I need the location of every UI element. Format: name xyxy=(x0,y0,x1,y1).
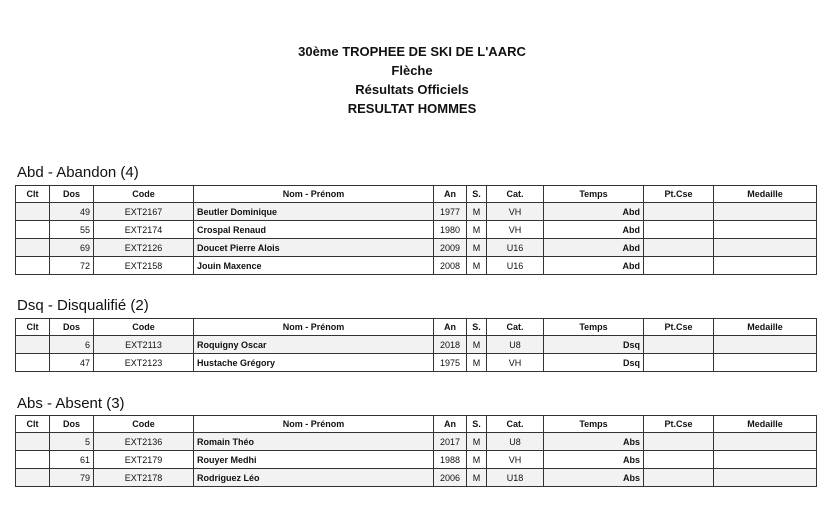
column-header-code: Code xyxy=(94,416,194,433)
cell-code: EXT2178 xyxy=(94,469,194,487)
cell-category: VH xyxy=(487,451,544,469)
cell-sex: M xyxy=(467,469,487,487)
cell-clt xyxy=(16,451,50,469)
column-header-name: Nom - Prénom xyxy=(194,416,434,433)
cell-points xyxy=(644,433,714,451)
table-row xyxy=(16,203,817,221)
cell-medal xyxy=(714,433,817,451)
event-title: 30ème TROPHEE DE SKI DE L'AARC xyxy=(298,44,526,59)
cell-year: 1977 xyxy=(434,203,467,221)
cell-time: Abd xyxy=(544,239,644,257)
table-header-row xyxy=(16,186,817,203)
table-row xyxy=(16,221,817,239)
table-row xyxy=(16,354,817,372)
cell-code: EXT2113 xyxy=(94,336,194,354)
cell-category: VH xyxy=(487,221,544,239)
cell-name: Jouin Maxence xyxy=(194,257,434,275)
cell-time: Abs xyxy=(544,451,644,469)
column-header-medal: Medaille xyxy=(714,416,817,433)
column-header-points: Pt.Cse xyxy=(644,416,714,433)
cell-year: 2006 xyxy=(434,469,467,487)
cell-code: EXT2179 xyxy=(94,451,194,469)
cell-year: 1975 xyxy=(434,354,467,372)
cell-year: 2017 xyxy=(434,433,467,451)
cell-sex: M xyxy=(467,451,487,469)
column-header-name: Nom - Prénom xyxy=(194,186,434,203)
cell-points xyxy=(644,336,714,354)
column-header-sex: S. xyxy=(467,319,487,336)
column-header-clt: Clt xyxy=(16,319,50,336)
cell-name: Roquigny Oscar xyxy=(194,336,434,354)
column-header-dos: Dos xyxy=(50,416,94,433)
cell-category: U16 xyxy=(487,257,544,275)
table-row xyxy=(16,257,817,275)
cell-code: EXT2136 xyxy=(94,433,194,451)
results-table xyxy=(15,318,817,372)
column-header-category: Cat. xyxy=(487,416,544,433)
cell-points xyxy=(644,221,714,239)
cell-time: Abd xyxy=(544,203,644,221)
column-header-points: Pt.Cse xyxy=(644,186,714,203)
column-header-clt: Clt xyxy=(16,416,50,433)
cell-points xyxy=(644,451,714,469)
section-title: Abd - Abandon (4) xyxy=(17,164,139,181)
cell-dos: 47 xyxy=(50,354,94,372)
results-category: RESULTAT HOMMES xyxy=(347,101,477,116)
cell-points xyxy=(644,203,714,221)
table-row xyxy=(16,336,817,354)
cell-code: EXT2174 xyxy=(94,221,194,239)
column-header-dos: Dos xyxy=(50,186,94,203)
table-header-row xyxy=(16,416,817,433)
cell-clt xyxy=(16,469,50,487)
cell-medal xyxy=(714,336,817,354)
column-header-clt: Clt xyxy=(16,186,50,203)
table-row xyxy=(16,451,817,469)
cell-name: Romain Théo xyxy=(194,433,434,451)
column-header-medal: Medaille xyxy=(714,319,817,336)
table-row xyxy=(16,469,817,487)
section-title: Abs - Absent (3) xyxy=(17,395,125,412)
cell-dos: 79 xyxy=(50,469,94,487)
cell-category: U18 xyxy=(487,469,544,487)
cell-dos: 55 xyxy=(50,221,94,239)
cell-points xyxy=(644,257,714,275)
cell-year: 1988 xyxy=(434,451,467,469)
cell-clt xyxy=(16,433,50,451)
column-header-year: An xyxy=(434,319,467,336)
table-header-row xyxy=(16,319,817,336)
column-header-dos: Dos xyxy=(50,319,94,336)
results-table xyxy=(15,185,817,275)
cell-medal xyxy=(714,354,817,372)
cell-dos: 61 xyxy=(50,451,94,469)
results-table xyxy=(15,415,817,487)
column-header-time: Temps xyxy=(544,416,644,433)
cell-dos: 49 xyxy=(50,203,94,221)
cell-time: Dsq xyxy=(544,354,644,372)
cell-sex: M xyxy=(467,239,487,257)
cell-code: EXT2158 xyxy=(94,257,194,275)
cell-time: Abd xyxy=(544,221,644,239)
column-header-name: Nom - Prénom xyxy=(194,319,434,336)
cell-name: Hustache Grégory xyxy=(194,354,434,372)
cell-category: U16 xyxy=(487,239,544,257)
cell-name: Beutler Dominique xyxy=(194,203,434,221)
cell-category: U8 xyxy=(487,336,544,354)
cell-name: Doucet Pierre Alois xyxy=(194,239,434,257)
column-header-category: Cat. xyxy=(487,186,544,203)
event-location: Flèche xyxy=(391,63,433,78)
cell-name: Rodriguez Léo xyxy=(194,469,434,487)
cell-name: Crospal Renaud xyxy=(194,221,434,239)
cell-points xyxy=(644,239,714,257)
column-header-time: Temps xyxy=(544,319,644,336)
cell-dos: 5 xyxy=(50,433,94,451)
cell-year: 2018 xyxy=(434,336,467,354)
column-header-code: Code xyxy=(94,319,194,336)
table-row xyxy=(16,239,817,257)
cell-sex: M xyxy=(467,257,487,275)
cell-clt xyxy=(16,203,50,221)
column-header-category: Cat. xyxy=(487,319,544,336)
cell-time: Abs xyxy=(544,469,644,487)
cell-name: Rouyer Medhi xyxy=(194,451,434,469)
cell-medal xyxy=(714,203,817,221)
cell-dos: 6 xyxy=(50,336,94,354)
cell-code: EXT2167 xyxy=(94,203,194,221)
cell-year: 2009 xyxy=(434,239,467,257)
cell-year: 2008 xyxy=(434,257,467,275)
cell-category: VH xyxy=(487,203,544,221)
cell-medal xyxy=(714,257,817,275)
cell-sex: M xyxy=(467,336,487,354)
section-title: Dsq - Disqualifié (2) xyxy=(17,297,149,314)
table-row xyxy=(16,433,817,451)
cell-points xyxy=(644,354,714,372)
column-header-year: An xyxy=(434,416,467,433)
cell-medal xyxy=(714,221,817,239)
cell-medal xyxy=(714,239,817,257)
cell-category: VH xyxy=(487,354,544,372)
cell-sex: M xyxy=(467,221,487,239)
cell-medal xyxy=(714,451,817,469)
cell-category: U8 xyxy=(487,433,544,451)
cell-clt xyxy=(16,239,50,257)
cell-clt xyxy=(16,257,50,275)
cell-clt xyxy=(16,354,50,372)
column-header-sex: S. xyxy=(467,416,487,433)
cell-code: EXT2123 xyxy=(94,354,194,372)
cell-sex: M xyxy=(467,354,487,372)
results-subtitle: Résultats Officiels xyxy=(355,82,469,97)
cell-dos: 72 xyxy=(50,257,94,275)
column-header-points: Pt.Cse xyxy=(644,319,714,336)
column-header-code: Code xyxy=(94,186,194,203)
cell-clt xyxy=(16,336,50,354)
cell-medal xyxy=(714,469,817,487)
cell-code: EXT2126 xyxy=(94,239,194,257)
column-header-sex: S. xyxy=(467,186,487,203)
cell-time: Dsq xyxy=(544,336,644,354)
cell-sex: M xyxy=(467,433,487,451)
cell-dos: 69 xyxy=(50,239,94,257)
cell-year: 1980 xyxy=(434,221,467,239)
cell-time: Abs xyxy=(544,433,644,451)
column-header-year: An xyxy=(434,186,467,203)
document-header xyxy=(0,42,824,118)
cell-clt xyxy=(16,221,50,239)
column-header-medal: Medaille xyxy=(714,186,817,203)
cell-points xyxy=(644,469,714,487)
column-header-time: Temps xyxy=(544,186,644,203)
cell-time: Abd xyxy=(544,257,644,275)
cell-sex: M xyxy=(467,203,487,221)
